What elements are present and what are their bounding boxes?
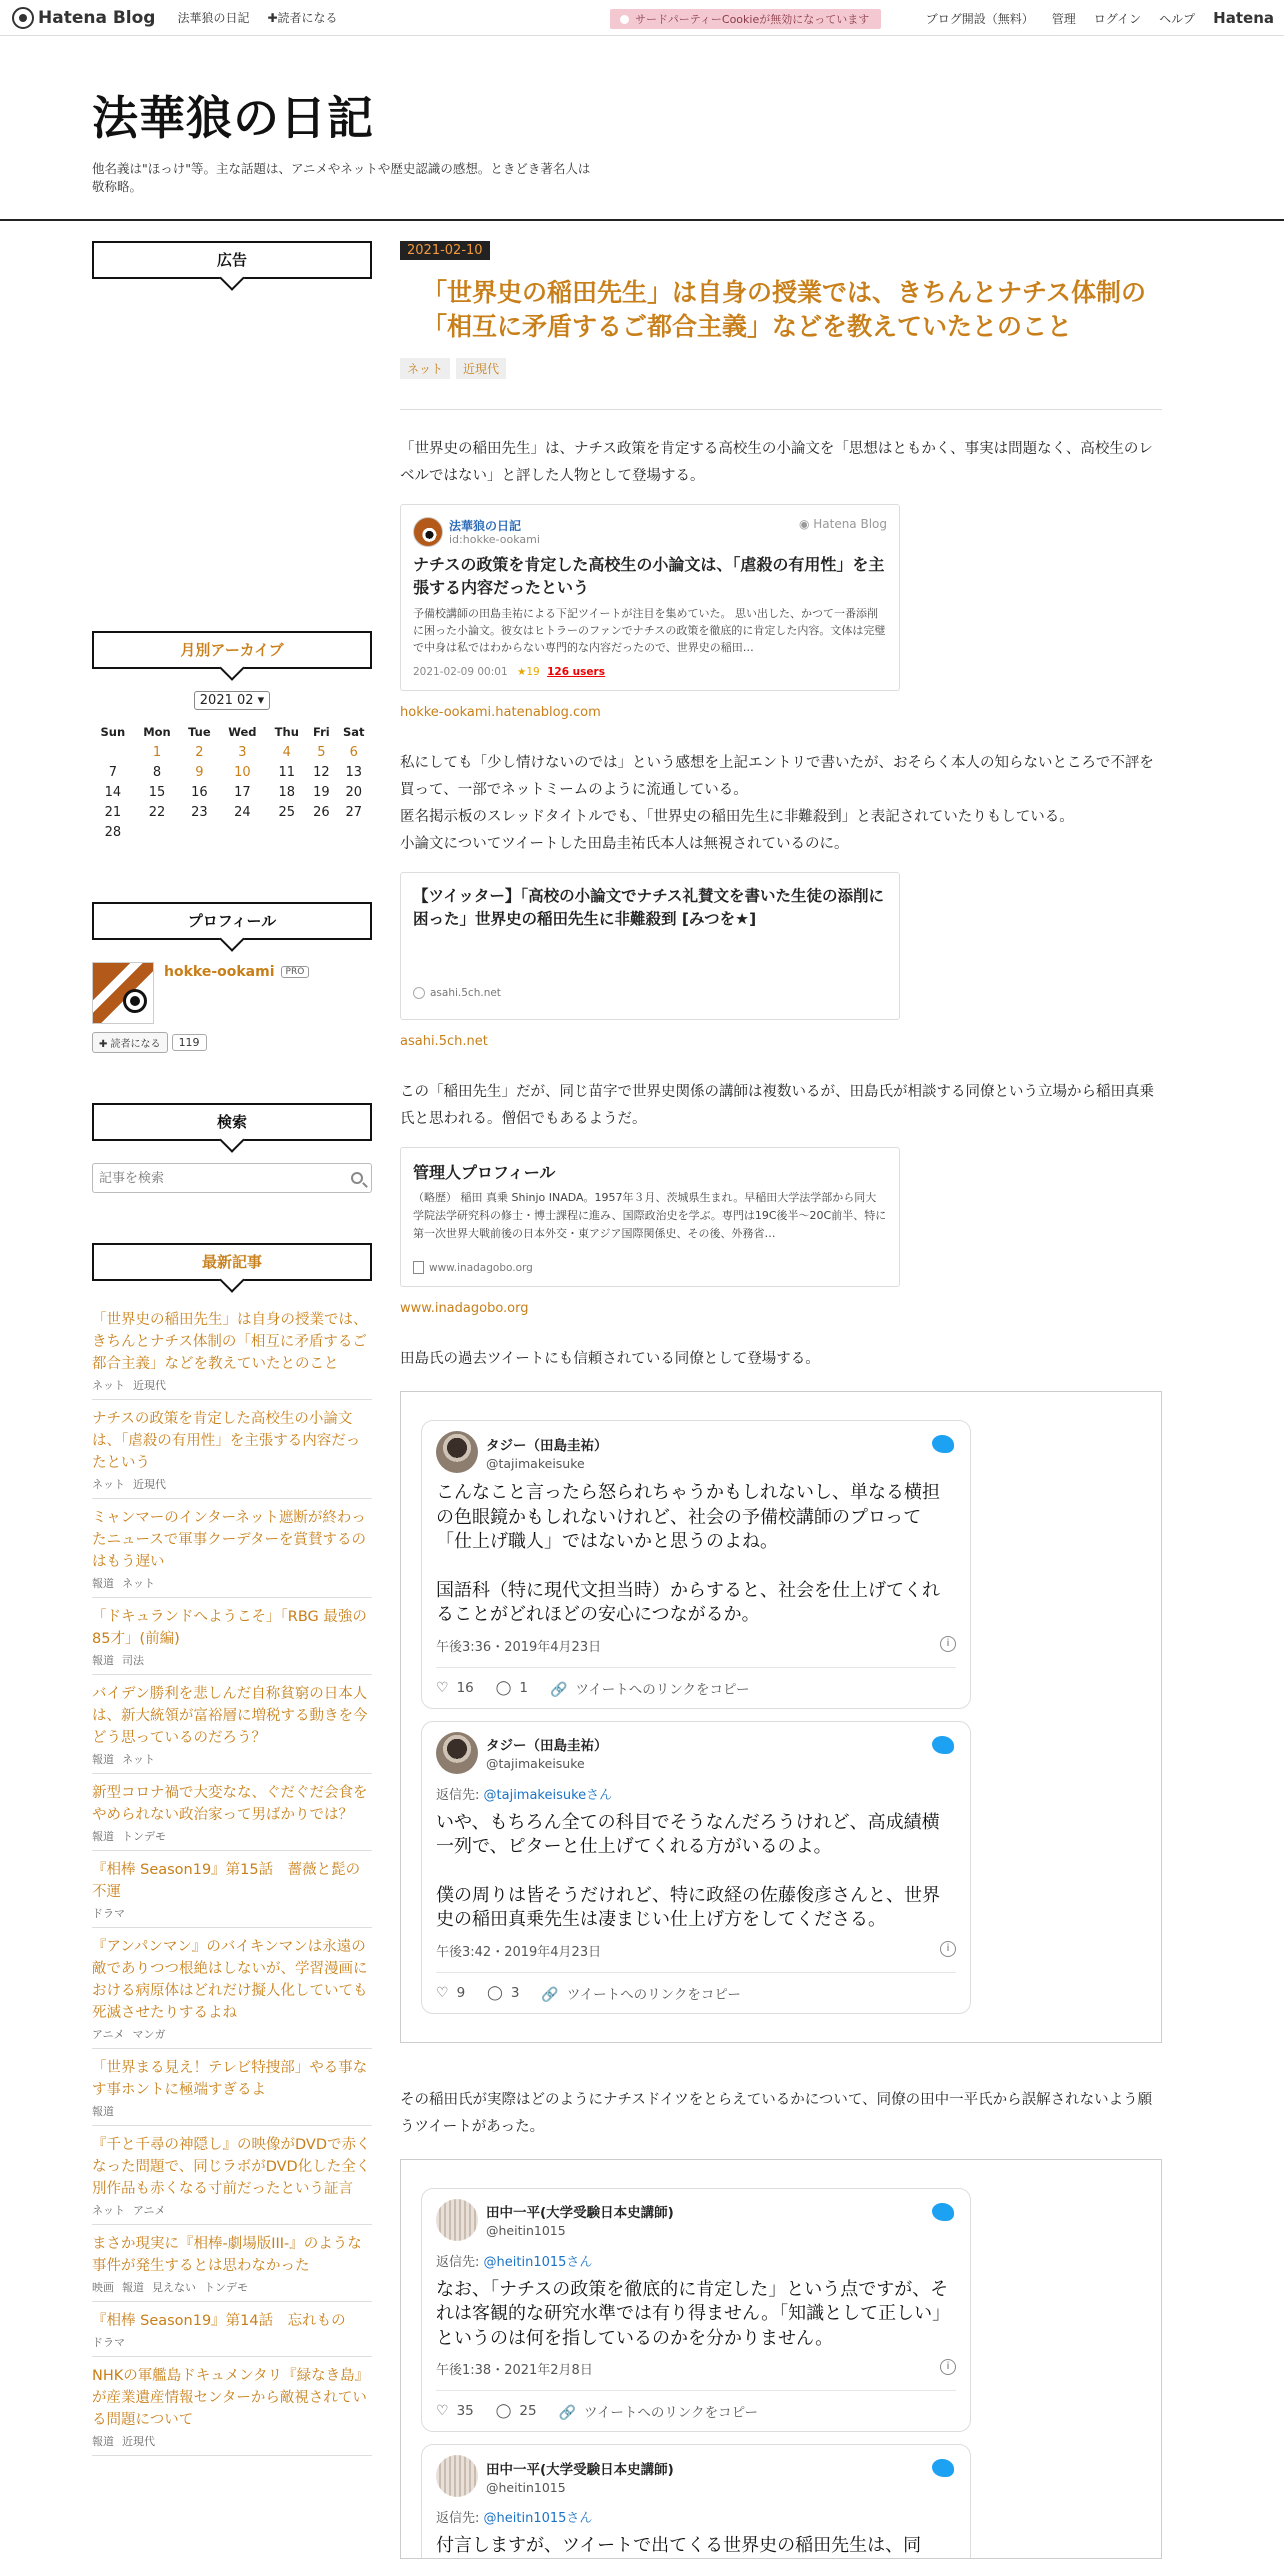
entry-divider xyxy=(400,409,1162,410)
tweet-author-handle[interactable]: @tajimakeisuke xyxy=(486,1756,585,1771)
calendar-weekday: Mon xyxy=(143,725,171,739)
tweet-time-text: 午後3:36・2019年4月23日 xyxy=(436,1639,602,1655)
tweet-reply-handle[interactable]: @heitin1015さん xyxy=(483,2511,593,2526)
cookie-warning-badge[interactable] xyxy=(610,9,881,29)
calendar-day: 8 xyxy=(152,764,162,780)
card-title[interactable]: 管理人プロフィール xyxy=(413,1163,556,1182)
card-bookmark-users[interactable]: 126 users xyxy=(547,666,605,678)
copy-link-action[interactable] xyxy=(559,2401,758,2421)
tweet-author-name[interactable]: 田中一平(大学受験日本史講師) xyxy=(486,2205,674,2221)
recent-entry-item xyxy=(92,1774,372,1851)
recent-entry-item xyxy=(92,2126,372,2225)
copy-link-label: ツイートへのリンクをコピー xyxy=(566,1986,741,2003)
entry-paragraph: 「世界史の稲田先生」は、ナチス政策を肯定する高校生の小論文を「思想はともかく、事実は問題なく、高校生のレベルではない」と評した人物として登場する。 xyxy=(400,441,1153,484)
recent-entry-link[interactable]: まさか現実に『相棒-劇場版III-』のような事件が発生するとは思わなかった xyxy=(92,2236,362,2274)
tweet-actions xyxy=(436,1678,956,1698)
card-description: 予備校講師の田島圭祐による下記ツイートが注目を集めていた。 思い出した、かつて一番添削に困った小論文。彼女はヒトラーのファンでナチスの政策を徹底的に肯定した内容。文体は完璧で中身は私ではわからない専門的な内容だったので、世界史の稲田… xyxy=(413,607,886,654)
search-box xyxy=(92,1163,372,1193)
recent-entry-categories xyxy=(92,1575,372,1591)
calendar-week xyxy=(92,782,372,802)
recent-entry-item xyxy=(92,1851,372,1928)
card-title[interactable]: ナチスの政策を肯定した高校生の小論文は、「虐殺の有用性」を主張する内容だったという xyxy=(413,555,885,597)
admin-link[interactable]: 管理 xyxy=(1051,11,1076,26)
calendar-weekday: Thu xyxy=(274,725,299,739)
recent-entry-category[interactable]: 報道 xyxy=(92,1830,114,1843)
calendar-day xyxy=(336,822,372,842)
recent-entry-link[interactable]: 『相棒 Season19』第15話 薔薇と髭の不運 xyxy=(92,1862,361,1900)
tweet-reply-handle[interactable]: @tajimakeisukeさん xyxy=(483,1787,613,1803)
entry-category[interactable]: 近現代 xyxy=(456,358,506,379)
calendar-day[interactable]: 9 xyxy=(195,764,204,780)
recent-entry-category[interactable]: 報道 xyxy=(92,1577,114,1590)
recent-entry-category[interactable]: ドラマ xyxy=(92,2336,125,2349)
tweet-avatar[interactable] xyxy=(436,1431,478,1473)
tweet-text: なお、「ナチスの政策を徹底的に肯定した」という点ですが、それは客観的な研究水準では有り得ません。「知識として正しい」というのは何を指しているのかを分かりません。 xyxy=(436,2278,951,2349)
recent-entry-category[interactable]: 報道 xyxy=(92,2435,114,2448)
copy-link-action[interactable] xyxy=(550,1678,749,1698)
recent-entry-category[interactable]: ネット xyxy=(92,1379,125,1392)
recent-entry-categories xyxy=(92,1652,372,1668)
archive-calendar xyxy=(92,722,372,842)
search-input[interactable] xyxy=(93,1164,333,1192)
info-icon[interactable]: i xyxy=(940,2359,956,2375)
reply-bubble-icon: ◯ xyxy=(495,1679,512,1696)
search-module-title: 検索 xyxy=(92,1103,372,1141)
tweet-divider xyxy=(436,2390,956,2391)
calendar-day: 12 xyxy=(313,764,330,780)
tweet-timestamp[interactable] xyxy=(436,1941,956,1960)
hatena-link[interactable]: Hatena xyxy=(1213,9,1274,27)
help-link[interactable]: ヘルプ xyxy=(1159,11,1196,26)
calendar-day: 21 xyxy=(104,804,122,820)
tweet-text: こんなこと言ったら怒られちゃうかもしれないし、単なる横担の色眼鏡かもしれないけれど、社会の予備校講師のプロって「仕上げ職人」ではないかと思うのよね。 xyxy=(436,1482,940,1552)
heart-icon: ♡ xyxy=(436,1984,449,2001)
calendar-day: 25 xyxy=(278,804,296,820)
entry-paragraph: 田島氏の過去ツイートにも信頼されている同僚として登場する。 xyxy=(400,1351,820,1367)
recent-entry-category[interactable]: 司法 xyxy=(122,1654,144,1667)
tweet-reply-handle[interactable]: @heitin1015さん xyxy=(483,2254,593,2270)
recent-entry-item xyxy=(92,1301,372,1400)
calendar-day: 26 xyxy=(313,804,330,820)
global-header-links xyxy=(926,0,1274,36)
calendar-week xyxy=(92,802,372,822)
calendar-day: 23 xyxy=(191,804,208,820)
recent-entry-category[interactable]: ネット xyxy=(122,1577,155,1590)
twitter-bird-icon[interactable] xyxy=(932,2459,954,2477)
like-action[interactable] xyxy=(436,2403,474,2419)
embedded-tweet[interactable] xyxy=(421,1420,971,1709)
blog-title[interactable]: 法華狼の日記 xyxy=(92,91,374,145)
tweet-reply-to xyxy=(436,2507,956,2526)
card-source-link[interactable]: hokke-ookami.hatenablog.com xyxy=(400,705,601,720)
card-blog-id: id:hokke-ookami xyxy=(449,532,540,546)
calendar-day xyxy=(218,822,266,842)
recent-entry-link[interactable]: 「世界史の稲田先生」は自身の授業では、きちんとナチス体制の「相互に矛盾するご都合主義」などを教えていたとのこと xyxy=(92,1312,368,1372)
recent-entries-list xyxy=(92,1301,372,2456)
tweet-author xyxy=(486,2201,674,2238)
subscribe-button[interactable]: ✚ 読者になる xyxy=(92,1032,168,1053)
twitter-bird-icon[interactable] xyxy=(932,2203,954,2221)
entry-paragraph: 小論文についてツイートした田島圭祐氏本人は無視されているのに。 xyxy=(400,836,849,852)
like-action[interactable] xyxy=(436,1985,465,2001)
tweet-author-name[interactable]: 田中一平(大学受験日本史講師) xyxy=(486,2461,674,2478)
card-source-link[interactable]: asahi.5ch.net xyxy=(400,1034,488,1049)
entry-paragraph: その稲田氏が実際はどのようにナチスドイツをとらえているかについて、同僚の田中一平氏から誤解されないよう願うツイートがあった。 xyxy=(400,2091,1153,2135)
recent-entry-category[interactable]: 報道 xyxy=(92,2105,114,2118)
tweet-author-handle[interactable]: @tajimakeisuke xyxy=(486,1455,585,1471)
recent-entry-category[interactable]: 近現代 xyxy=(122,2435,155,2448)
recent-entry-category[interactable]: トンデモ xyxy=(204,2281,248,2294)
calendar-day xyxy=(92,742,134,762)
recent-entry-link[interactable]: 「ドキュランドへようこそ」「RBG 最強の85才」(前編) xyxy=(92,1609,367,1647)
reply-action[interactable] xyxy=(496,1680,528,1696)
calendar-day: 13 xyxy=(345,764,363,780)
profile-name-row xyxy=(164,964,309,980)
tweet-divider xyxy=(436,1972,956,1973)
tweet-text: 付言しますが、ツイートで出てくる世界史の稲田先生は、同 xyxy=(436,2535,922,2556)
info-icon[interactable]: i xyxy=(940,1636,956,1652)
calendar-day xyxy=(180,822,218,842)
recent-entry-link[interactable]: NHKの軍艦島ドキュメンタリ『緑なき島』が産業遺産情報センターから敵視されている問題について xyxy=(92,2368,370,2428)
card-date: 2021-02-09 00:01 xyxy=(413,666,508,678)
entry-categories xyxy=(400,358,1162,379)
recent-entry-category[interactable]: 報道 xyxy=(92,1654,114,1667)
start-blog-link[interactable]: ブログ開設（無料） xyxy=(925,11,1034,26)
tweet-author-name[interactable]: タジー（田島圭祐） xyxy=(486,1738,608,1754)
copy-link-action[interactable] xyxy=(541,1983,740,2003)
recent-entry-categories xyxy=(92,2334,372,2350)
calendar-day: 20 xyxy=(345,784,363,800)
tweet-embed-container xyxy=(400,1391,1162,2043)
recent-entry-categories xyxy=(92,1905,372,1921)
tweet-embed-container xyxy=(400,2159,1162,2559)
calendar-day: 17 xyxy=(234,784,251,800)
card-blog-avatar-icon xyxy=(413,517,443,547)
avatar-eye-shape xyxy=(123,989,147,1013)
calendar-day[interactable]: 4 xyxy=(282,744,291,760)
recent-entry-categories xyxy=(92,2202,372,2218)
link-icon: 🔗 xyxy=(558,2405,577,2421)
recent-entry-categories xyxy=(92,1476,372,1492)
tweet-time-text: 午後3:42・2019年4月23日 xyxy=(436,1944,602,1960)
recent-entry-link[interactable]: ナチスの政策を肯定した高校生の小論文は、「虐殺の有用性」を主張する内容だったという xyxy=(92,1411,361,1471)
entry-paragraph: この「稲田先生」だが、同じ苗字で世界史関係の講師は複数いるが、田島氏が相談する同僚という立場から稲田真乗氏と思われる。僧侶でもあるようだ。 xyxy=(400,1084,1154,1127)
recent-entry-link[interactable]: ミャンマーのインターネット遮断が終わったニュースで軍事クーデターを賞賛するのはもう遅い xyxy=(92,1510,367,1570)
recent-entry-link[interactable]: 『相棒 Season19』第14話 忘れもの xyxy=(92,2313,346,2329)
like-count: 16 xyxy=(456,1679,474,1696)
archive-module xyxy=(92,631,372,842)
calendar-day xyxy=(307,822,335,842)
embedded-tweet[interactable] xyxy=(421,2188,971,2433)
profile-module-title: プロフィール xyxy=(92,902,372,940)
hatena-blog-logo[interactable] xyxy=(12,7,155,29)
calendar-day[interactable]: 5 xyxy=(317,744,326,760)
reply-action[interactable] xyxy=(496,2403,537,2419)
tweet-author xyxy=(486,1434,608,1471)
card-domain-text: asahi.5ch.net xyxy=(430,987,501,999)
calendar-weekday: Fri xyxy=(313,725,330,739)
tweet-avatar[interactable] xyxy=(436,1732,478,1774)
calendar-day[interactable]: 2 xyxy=(195,744,204,760)
login-link[interactable]: ログイン xyxy=(1093,11,1142,26)
recent-entry-category[interactable]: ドラマ xyxy=(92,1907,125,1920)
card-stars[interactable]: ★19 xyxy=(516,666,540,678)
calendar-day[interactable]: 1 xyxy=(152,744,162,760)
recent-entry-item xyxy=(92,2357,372,2456)
recent-entries-module xyxy=(92,1243,372,2456)
blog-embed-card[interactable] xyxy=(400,504,900,691)
tweet-header xyxy=(436,1431,956,1473)
card-domain xyxy=(413,1261,887,1274)
calendar-day[interactable]: 10 xyxy=(234,764,251,780)
ad-module-title: 広告 xyxy=(92,241,372,279)
twitter-bird-icon[interactable] xyxy=(932,1435,954,1453)
entry-category[interactable]: ネット xyxy=(400,358,450,379)
calendar-day xyxy=(266,822,307,842)
recent-entry-link[interactable]: 『アンパンマン』のバイキンマンは永遠の敵でありつつ根絶はしないが、学習漫画における病原体はどれだけ擬人化していても死滅させたりするよね xyxy=(92,1939,368,2021)
tweet-author xyxy=(486,1734,608,1771)
like-count: 35 xyxy=(456,2403,474,2419)
twitter-bird-icon[interactable] xyxy=(932,1736,954,1754)
calendar-day xyxy=(134,822,181,842)
card-description: （略歴） 稲田 真乗 Shinjo INADA。1957年３月、茨城県生まれ。早稲田大学法学部から同大学院法学研究科の修士・博士課程に進み、国際政治史を学ぶ。専門は19C後半～20C前半、特に第一次世界大戦前後の日本外交・東アジア国際関係史、その後、外務省… xyxy=(413,1191,887,1240)
tweet-text: 国語科（特に現代文担当時）からすると、社会を仕上げてくれることがどれほどの安心につながるか。 xyxy=(436,1579,940,1625)
pro-badge: PRO xyxy=(281,966,310,978)
profile-module xyxy=(92,902,372,1053)
recent-entry-category[interactable]: 報道 xyxy=(122,2281,144,2294)
calendar-week xyxy=(92,742,372,762)
heart-icon: ♡ xyxy=(436,1679,449,1696)
tweet-actions xyxy=(436,1983,956,2003)
recent-entry-categories xyxy=(92,2026,372,2042)
info-icon[interactable]: i xyxy=(940,1941,956,1957)
entry-title[interactable]: 「世界史の稲田先生」は自身の授業では、きちんとナチス体制の「相互に矛盾するご都合主義」などを教えていたとのこと xyxy=(422,278,1147,341)
calendar-day: 15 xyxy=(148,784,166,800)
recent-entry-link[interactable]: 「世界まる見え！テレビ特捜部」やる事なす事ホントに極端すぎるよ xyxy=(92,2060,368,2098)
profile-name[interactable]: hokke-ookami xyxy=(164,964,275,980)
recent-entry-categories xyxy=(92,2279,372,2295)
embedded-tweet[interactable] xyxy=(421,1721,971,2014)
card-source-link[interactable]: www.inadagobo.org xyxy=(400,1301,529,1316)
blog-menu[interactable]: 法華狼の日記 xyxy=(177,11,250,25)
heart-icon: ♡ xyxy=(436,2403,449,2419)
reply-action[interactable] xyxy=(487,1985,519,2001)
recent-entry-categories xyxy=(92,1377,372,1393)
calendar-day[interactable]: 6 xyxy=(349,744,358,760)
like-count: 9 xyxy=(456,1984,466,2001)
tweet-timestamp[interactable] xyxy=(436,2359,956,2378)
ad-module xyxy=(92,241,372,631)
web-embed-card[interactable] xyxy=(400,1147,900,1287)
calendar-day: 27 xyxy=(345,804,363,820)
recent-entry-item xyxy=(92,1598,372,1675)
recent-entry-category[interactable]: 映画 xyxy=(92,2281,114,2294)
calendar-day: 11 xyxy=(278,764,296,780)
subscribe-menu[interactable]: ✚読者になる xyxy=(267,11,338,25)
tweet-avatar[interactable] xyxy=(436,2455,478,2497)
entry-date[interactable]: 2021-02-10 xyxy=(400,241,490,260)
recent-entry-category[interactable]: トンデモ xyxy=(122,1830,166,1843)
recent-entry-category[interactable]: アニメ xyxy=(92,2028,125,2041)
tweet-reply-prefix: 返信先: xyxy=(436,2254,484,2270)
document-icon xyxy=(413,1261,424,1274)
tweet-text: 僕の周りは皆そうだけれど、特に政経の佐藤俊彦さんと、世界史の稲田真乗先生は凄まじい仕上げ方をしてくださる。 xyxy=(436,1884,940,1930)
blog-description: 他名義は"ほっけ"等。主な話題は、アニメやネットや歴史認識の感想。ときどき著名人は敬称略。 xyxy=(92,161,591,194)
recent-entry-category[interactable]: ネット xyxy=(122,1753,155,1766)
tweet-author-name[interactable]: タジー（田島圭祐） xyxy=(486,1437,608,1454)
favicon-icon xyxy=(413,987,425,999)
hatena-blog-logo-text: Hatena Blog xyxy=(38,7,156,28)
copy-link-label: ツイートへのリンクをコピー xyxy=(584,2405,759,2421)
calendar-day[interactable]: 3 xyxy=(238,744,247,760)
entry-article xyxy=(400,241,1162,2559)
reply-bubble-icon: ◯ xyxy=(487,1984,503,2001)
calendar-weekday: Sat xyxy=(342,725,365,739)
like-action[interactable] xyxy=(436,1680,474,1696)
recent-entry-item xyxy=(92,1675,372,1774)
entry-paragraph: 匿名掲示板のスレッドタイトルでも、「世界史の稲田先生に非難殺到」と表記されていたりもしている。 xyxy=(400,809,1074,825)
hatena-logo-icon: ◉ xyxy=(798,517,814,531)
archive-select-value: 2021 02 xyxy=(199,693,254,708)
tweet-reply-to xyxy=(436,1784,956,1803)
calendar-day: 18 xyxy=(278,784,296,800)
tweet-header xyxy=(436,1732,956,1774)
blog-header xyxy=(0,36,1284,221)
tweet-author xyxy=(486,2458,674,2495)
search-module xyxy=(92,1103,372,1193)
recent-entry-item xyxy=(92,1928,372,2049)
tweet-reply-prefix: 返信先: xyxy=(436,2511,484,2526)
global-header xyxy=(0,0,1284,36)
calendar-day: 16 xyxy=(191,784,208,800)
hatena-logo-icon xyxy=(12,7,34,29)
tweet-reply-to xyxy=(436,2251,956,2270)
recent-entry-categories xyxy=(92,1828,372,1844)
web-embed-card[interactable] xyxy=(400,872,900,1020)
recent-entry-item xyxy=(92,2302,372,2357)
reply-count: 1 xyxy=(519,1679,529,1696)
recent-entry-category[interactable]: 近現代 xyxy=(133,1478,166,1491)
embedded-tweet[interactable] xyxy=(421,2444,971,2559)
sidebar xyxy=(92,241,372,2456)
profile-avatar[interactable] xyxy=(92,962,154,1024)
recent-entry-item xyxy=(92,1499,372,1598)
tweet-divider xyxy=(436,1667,956,1668)
recent-entry-category[interactable]: 報道 xyxy=(92,1753,114,1766)
recent-entry-category[interactable]: 見えない xyxy=(152,2281,196,2294)
card-blog-name[interactable]: 法華狼の日記 xyxy=(449,518,522,533)
recent-entries-title[interactable]: 最新記事 xyxy=(92,1243,372,1281)
calendar-week xyxy=(92,822,372,842)
recent-entry-link[interactable]: 『千と千尋の神隠し』の映像がDVDで赤くなった問題で、同じラボがDVD化した全く別作品も赤くなる寸前だったという証言 xyxy=(92,2137,371,2197)
search-icon[interactable] xyxy=(351,1172,363,1184)
calendar-weekday: Sun xyxy=(100,725,126,739)
recent-entry-item xyxy=(92,1400,372,1499)
link-icon: 🔗 xyxy=(550,1681,568,1698)
calendar-weekday: Wed xyxy=(228,725,257,739)
recent-entry-link[interactable]: 新型コロナ禍で大変なな、ぐだぐだ会食をやめられない政治家って男ばかりでは？ xyxy=(92,1785,368,1823)
archive-module-title[interactable]: 月別アーカイブ xyxy=(92,631,372,669)
recent-entry-category[interactable]: 近現代 xyxy=(133,1379,166,1392)
tweet-author-handle[interactable]: @heitin1015 xyxy=(486,2223,566,2238)
card-hatena-blog-text: Hatena Blog xyxy=(813,517,887,531)
cookie-warning-text: サードパーティーCookieが無効になっています xyxy=(635,13,870,26)
recent-entry-category[interactable]: ネット xyxy=(92,1478,125,1491)
recent-entry-item xyxy=(92,2049,372,2126)
tweet-time-text: 午後1:38・2021年2月8日 xyxy=(436,2363,593,2378)
recent-entry-link[interactable]: バイデン勝利を悲しんだ自称貧窮の日本人は、新大統領が富裕層に増税する動きを今どう思っているのだろう？ xyxy=(92,1686,368,1746)
tweet-header xyxy=(436,2455,956,2497)
reply-count: 3 xyxy=(510,1984,520,2001)
recent-entry-category[interactable]: マンガ xyxy=(132,2028,166,2041)
recent-entry-item xyxy=(92,2225,372,2302)
entry-paragraph: 私にしても「少し情けないのでは」という感想を上記エントリで書いたが、おそらく本人の知らないところで不評を買って、一部でネットミームのように流通している。 xyxy=(400,755,1154,798)
reply-count: 25 xyxy=(519,2403,537,2419)
calendar-day: 22 xyxy=(148,804,166,820)
calendar-week xyxy=(92,762,372,782)
tweet-text: いや、もちろん全ての科目でそうなんだろうけれど、高成績横一列で、ピターと仕上げてくれる方がいるのよ。 xyxy=(436,1811,940,1857)
card-domain xyxy=(413,987,887,999)
archive-month-select[interactable]: 2021 02 ▾ xyxy=(194,691,270,710)
copy-link-label: ツイートへのリンクをコピー xyxy=(575,1681,750,1698)
recent-entry-categories xyxy=(92,2433,372,2449)
tweet-header xyxy=(436,2199,956,2241)
toggle-dot-icon xyxy=(620,15,629,24)
calendar-day: 19 xyxy=(313,784,330,800)
card-hatena-blog-label xyxy=(799,517,887,531)
card-title[interactable]: 【ツイッター】「高校の小論文でナチス礼賛文を書いた生徒の添削に困った」世界史の稲田先生に非難殺到 [みつを★] xyxy=(413,887,885,928)
recent-entry-categories xyxy=(92,1751,372,1767)
calendar-day: 14 xyxy=(104,784,122,800)
calendar-day: 24 xyxy=(234,804,251,820)
tweet-reply-prefix: 返信先: xyxy=(436,1787,484,1803)
recent-entry-category[interactable]: ネット xyxy=(92,2204,125,2217)
calendar-day: 28 xyxy=(104,824,122,840)
card-meta xyxy=(413,666,887,678)
tweet-actions xyxy=(436,2401,956,2421)
calendar-weekday: Tue xyxy=(188,725,211,739)
tweet-timestamp[interactable] xyxy=(436,1636,956,1655)
subscriber-count[interactable]: 119 xyxy=(172,1034,207,1051)
calendar-day: 7 xyxy=(108,764,117,780)
tweet-author-handle[interactable]: @heitin1015 xyxy=(486,2479,566,2495)
recent-entry-categories xyxy=(92,2103,372,2119)
card-domain-text: www.inadagobo.org xyxy=(429,1261,533,1274)
reply-bubble-icon: ◯ xyxy=(495,2403,512,2419)
tweet-avatar[interactable] xyxy=(436,2199,478,2241)
link-icon: 🔗 xyxy=(541,1986,559,2003)
recent-entry-category[interactable]: アニメ xyxy=(133,2204,166,2217)
